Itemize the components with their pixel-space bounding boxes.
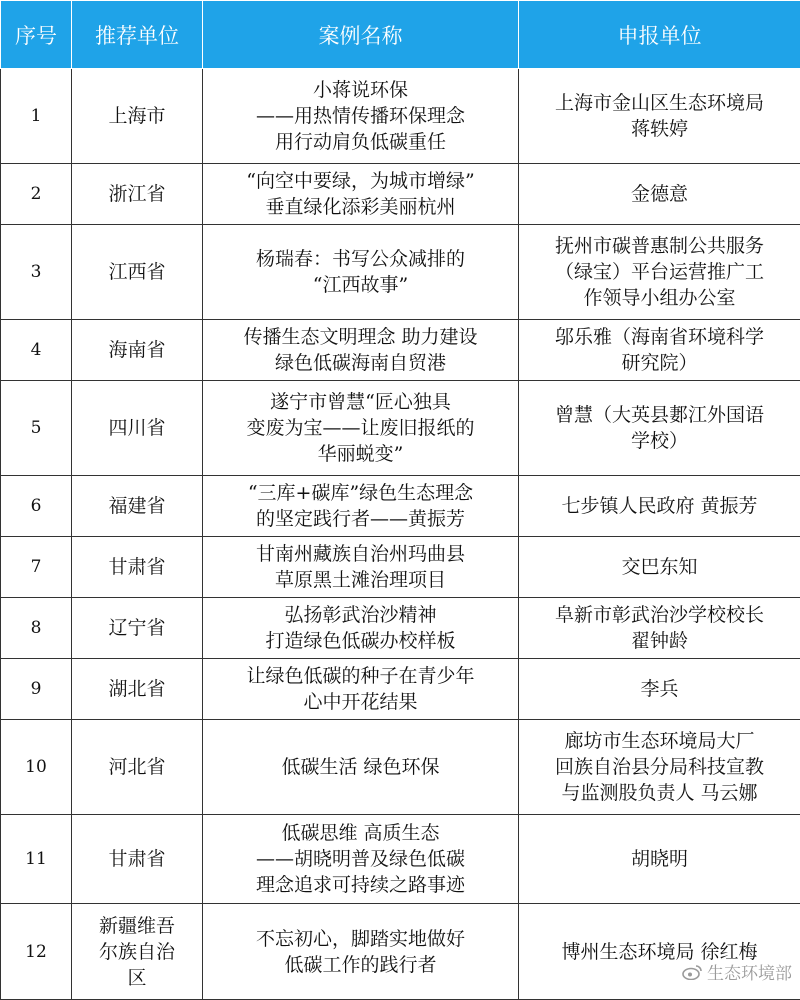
- cell-case-name-line: 低碳工作的践行者: [206, 952, 515, 978]
- cell-case-name-line: 遂宁市曾慧“匠心独具: [206, 389, 515, 415]
- table-row: [1, 225, 800, 320]
- cell-applicant-unit-line: 曾慧（大英县郪江外国语: [522, 402, 797, 428]
- cell-case-name-line: 传播生态文明理念 助力建设: [206, 324, 515, 350]
- cell-recommending-unit-line: 上海市: [75, 103, 199, 129]
- table-row: [1, 720, 800, 815]
- cell-recommending-unit-line: 尔族自治: [75, 939, 199, 965]
- cell-serial-number: 11: [1, 815, 72, 904]
- cell-case-name-line: ——用热情传播环保理念: [206, 103, 515, 129]
- cell-serial-number: 5: [1, 381, 72, 476]
- cell-case-name: [203, 537, 519, 598]
- cell-recommending-unit-line: 海南省: [75, 337, 199, 363]
- table-row: [1, 659, 800, 720]
- cell-applicant-unit-line: 金德意: [522, 181, 797, 207]
- cell-applicant-unit-line: 李兵: [522, 676, 797, 702]
- table-row: [1, 598, 800, 659]
- cell-applicant-unit-line: 上海市金山区生态环境局: [522, 90, 797, 116]
- cell-serial-number: 1: [1, 69, 72, 164]
- cell-recommending-unit: [72, 320, 203, 381]
- cell-recommending-unit: [72, 225, 203, 320]
- cell-case-name-line: 低碳思维 高质生态: [206, 820, 515, 846]
- cell-recommending-unit: [72, 659, 203, 720]
- cell-case-name-line: 变废为宝——让废旧报纸的: [206, 415, 515, 441]
- cell-case-name-line: 绿色低碳海南自贸港: [206, 350, 515, 376]
- table-row: [1, 320, 800, 381]
- cell-case-name-line: 弘扬彰武治沙精神: [206, 602, 515, 628]
- watermark: [682, 959, 792, 984]
- cell-applicant-unit-line: 阜新市彰武治沙学校校长: [522, 602, 797, 628]
- cell-applicant-unit-line: 蒋轶婷: [522, 116, 797, 142]
- cell-serial-number: 3: [1, 225, 72, 320]
- cell-serial-number: 9: [1, 659, 72, 720]
- cell-case-name-line: “三库+碳库”绿色生态理念: [206, 480, 515, 506]
- weibo-logo-icon: [682, 964, 702, 980]
- cell-case-name: [203, 69, 519, 164]
- cell-case-name-line: “江西故事”: [206, 272, 515, 298]
- cell-recommending-unit-line: 浙江省: [75, 181, 199, 207]
- cell-applicant-unit: [519, 164, 800, 225]
- cell-recommending-unit: [72, 815, 203, 904]
- cell-serial-number: 8: [1, 598, 72, 659]
- cell-case-name: [203, 720, 519, 815]
- cell-recommending-unit: [72, 381, 203, 476]
- cell-applicant-unit: [519, 476, 800, 537]
- cell-case-name: [203, 815, 519, 904]
- cell-recommending-unit-line: 福建省: [75, 493, 199, 519]
- cell-serial-number: 7: [1, 537, 72, 598]
- cell-case-name-line: 心中开花结果: [206, 689, 515, 715]
- cell-case-name: [203, 320, 519, 381]
- cell-applicant-unit: [519, 381, 800, 476]
- cell-applicant-unit-line: 翟钟龄: [522, 628, 797, 654]
- cell-applicant-unit: [519, 659, 800, 720]
- table-row: [1, 69, 800, 164]
- cell-case-name-line: 理念追求可持续之路事迹: [206, 872, 515, 898]
- cell-case-name-line: 草原黑土滩治理项目: [206, 567, 515, 593]
- cell-case-name-line: 的坚定践行者——黄振芳: [206, 506, 515, 532]
- cell-serial-number: 4: [1, 320, 72, 381]
- cell-case-name-line: 用行动肩负低碳重任: [206, 129, 515, 155]
- cell-recommending-unit: [72, 164, 203, 225]
- header-case-name: 案例名称: [203, 1, 519, 69]
- table-row: [1, 476, 800, 537]
- cell-applicant-unit-line: 邬乐雅（海南省环境科学: [522, 324, 797, 350]
- cell-case-name-line: 华丽蜕变”: [206, 441, 515, 467]
- cell-applicant-unit: [519, 815, 800, 904]
- header-applicant-unit: 申报单位: [519, 1, 800, 69]
- cell-applicant-unit-line: 交巴东知: [522, 554, 797, 580]
- header-recommending-unit: 推荐单位: [72, 1, 203, 69]
- cell-applicant-unit-line: 博州生态环境局 徐红梅: [522, 939, 797, 965]
- table-row: [1, 815, 800, 904]
- cell-recommending-unit-line: 四川省: [75, 415, 199, 441]
- cell-serial-number: 10: [1, 720, 72, 815]
- cell-case-name-line: 垂直绿化添彩美丽杭州: [206, 194, 515, 220]
- cell-applicant-unit-line: 抚州市碳普惠制公共服务: [522, 233, 797, 259]
- table-row: [1, 164, 800, 225]
- table-header-row: [1, 1, 800, 69]
- cell-case-name: [203, 225, 519, 320]
- cell-recommending-unit: [72, 904, 203, 1000]
- cell-applicant-unit-line: 回族自治县分局科技宣教: [522, 754, 797, 780]
- table-row: [1, 904, 800, 1000]
- cell-case-name: [203, 904, 519, 1000]
- cell-case-name: [203, 164, 519, 225]
- table-row: [1, 381, 800, 476]
- cell-case-name: [203, 659, 519, 720]
- cell-applicant-unit: [519, 598, 800, 659]
- cell-recommending-unit-line: 甘肃省: [75, 554, 199, 580]
- cell-case-name: [203, 476, 519, 537]
- cell-applicant-unit: [519, 720, 800, 815]
- cell-applicant-unit: [519, 225, 800, 320]
- cell-applicant-unit: [519, 320, 800, 381]
- cell-applicant-unit-line: 胡晓明: [522, 846, 797, 872]
- cell-recommending-unit: [72, 537, 203, 598]
- cell-case-name-line: 打造绿色低碳办校样板: [206, 628, 515, 654]
- cell-case-name-line: 甘南州藏族自治州玛曲县: [206, 541, 515, 567]
- cell-serial-number: 6: [1, 476, 72, 537]
- cell-recommending-unit-line: 江西省: [75, 259, 199, 285]
- cell-case-name-line: “向空中要绿，为城市增绿”: [206, 168, 515, 194]
- cell-recommending-unit: [72, 476, 203, 537]
- cell-applicant-unit-line: 廊坊市生态环境局大厂: [522, 728, 797, 754]
- cell-recommending-unit: [72, 720, 203, 815]
- cell-applicant-unit-line: （绿宝）平台运营推广工: [522, 259, 797, 285]
- watermark-text: 生态环境部: [707, 959, 792, 984]
- cell-case-name-line: 低碳生活 绿色环保: [206, 754, 515, 780]
- table-row: [1, 537, 800, 598]
- cell-case-name-line: 杨瑞春：书写公众减排的: [206, 246, 515, 272]
- cell-applicant-unit-line: 研究院）: [522, 350, 797, 376]
- cell-case-name-line: 让绿色低碳的种子在青少年: [206, 663, 515, 689]
- header-serial-number: 序号: [1, 1, 72, 69]
- cell-case-name: [203, 381, 519, 476]
- cell-recommending-unit-line: 河北省: [75, 754, 199, 780]
- cell-recommending-unit-line: 辽宁省: [75, 615, 199, 641]
- cell-case-name-line: ——胡晓明普及绿色低碳: [206, 846, 515, 872]
- cell-recommending-unit: [72, 598, 203, 659]
- cell-recommending-unit-line: 甘肃省: [75, 846, 199, 872]
- cell-serial-number: 2: [1, 164, 72, 225]
- cell-recommending-unit-line: 新疆维吾: [75, 913, 199, 939]
- cell-applicant-unit: [519, 69, 800, 164]
- cell-serial-number: 12: [1, 904, 72, 1000]
- cell-applicant-unit-line: 学校）: [522, 428, 797, 454]
- cell-case-name-line: 不忘初心，脚踏实地做好: [206, 926, 515, 952]
- cell-applicant-unit-line: 作领导小组办公室: [522, 285, 797, 311]
- cell-recommending-unit-line: 湖北省: [75, 676, 199, 702]
- cell-applicant-unit-line: 与监测股负责人 马云娜: [522, 780, 797, 806]
- cell-applicant-unit: [519, 537, 800, 598]
- cell-applicant-unit: [519, 904, 800, 1000]
- cell-recommending-unit-line: 区: [75, 965, 199, 991]
- cell-case-name: [203, 598, 519, 659]
- cell-applicant-unit-line: 七步镇人民政府 黄振芳: [522, 493, 797, 519]
- table-body: [1, 69, 800, 1000]
- cell-recommending-unit: [72, 69, 203, 164]
- cell-case-name-line: 小蒋说环保: [206, 77, 515, 103]
